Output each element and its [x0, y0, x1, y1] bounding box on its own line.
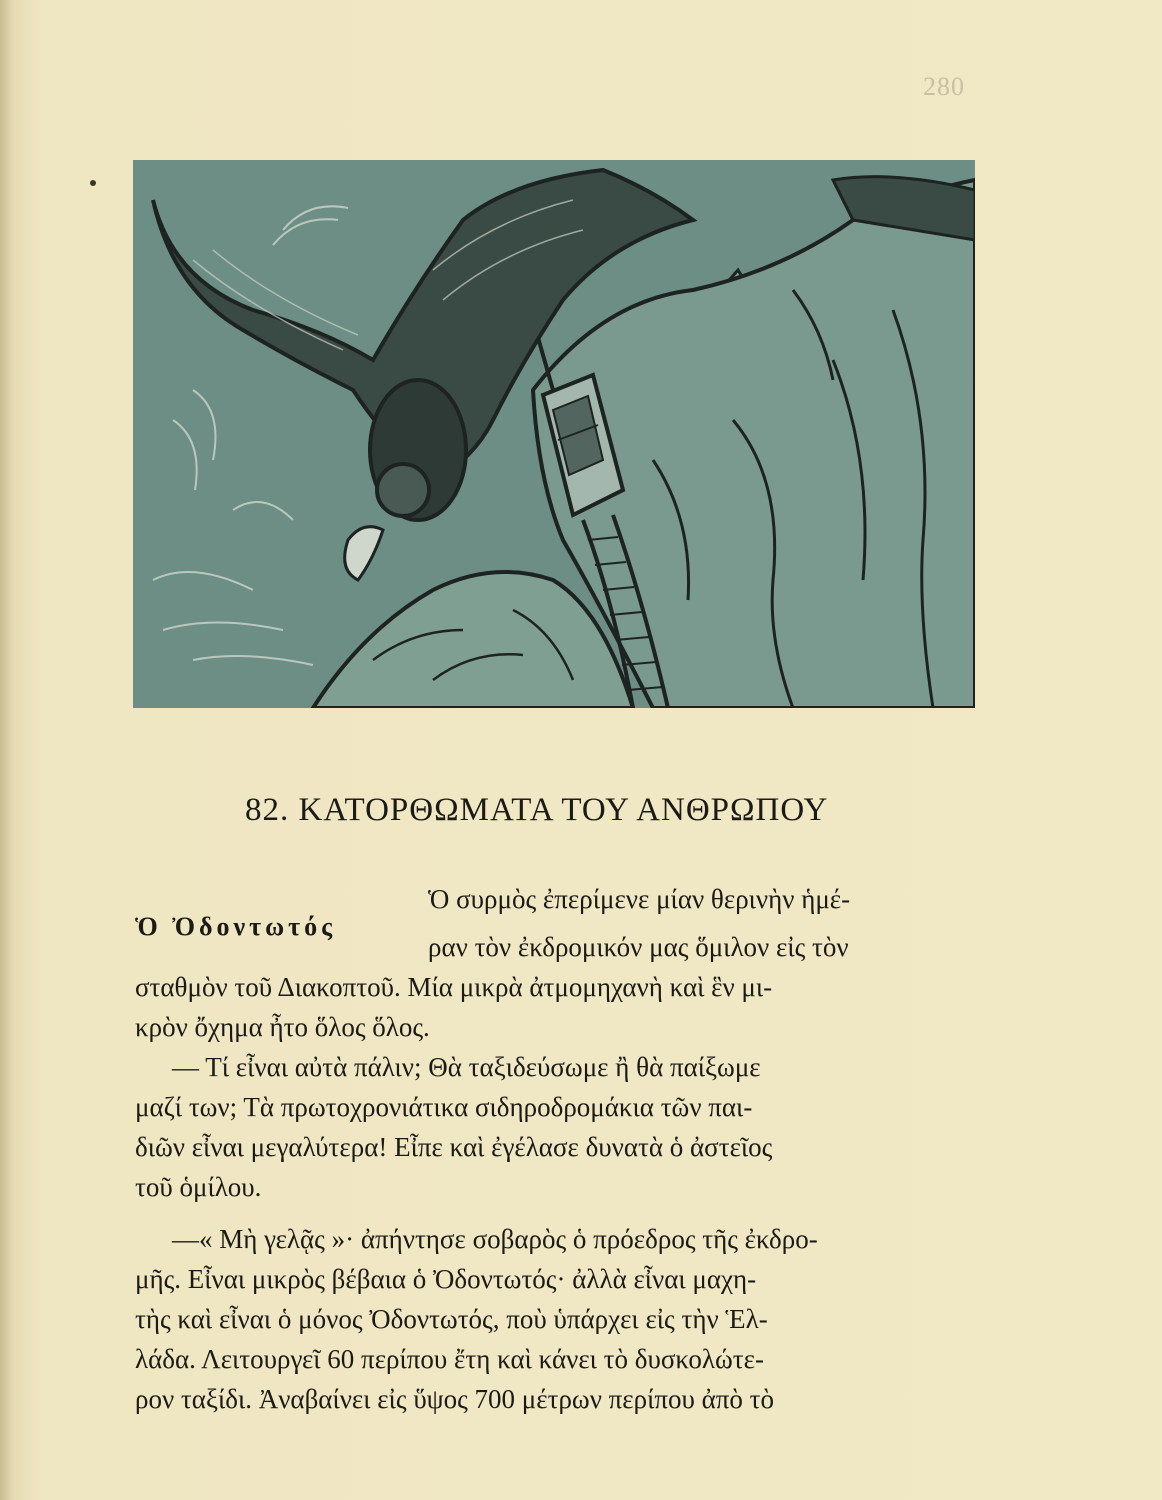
text-line: μῆς. Εἶναι μικρὸς βέβαια ὁ Ὀδοντωτός· ἀλλὰ εἶναι μαχη-	[135, 1264, 757, 1294]
eagle-train-illustration	[133, 160, 975, 708]
text-line: μαζί των; Τὰ πρωτοχρονιάτικα σιδηροδρομάκια τῶν παι-	[135, 1092, 753, 1122]
text-line: ραν τὸν ἐκδρομικόν μας ὅμιλον εἰς τὸν	[428, 932, 849, 962]
text-line: Ὁ συρμὸς ἐπερίμενε μίαν θερινὴν ἡμέ-	[428, 884, 851, 914]
text-line: —« Μὴ γελᾷς »· ἀπήντησε σοβαρὸς ὁ πρόεδρος τῆς ἐκδρο-	[172, 1224, 818, 1254]
text-line: τὴς καὶ εἶναι ὁ μόνος Ὀδοντωτός, ποὺ ὑπάρχει εἰς τὴν Ἑλ-	[135, 1304, 768, 1334]
text-line: διῶν εἶναι μεγαλύτερα! Εἶπε καὶ ἐγέλασε δυνατὰ ὁ ἀστεῖος	[135, 1132, 773, 1162]
ink-dot	[90, 180, 96, 186]
text-line: σταθμὸν τοῦ Διακοπτοῦ. Μία μικρὰ ἀτμομηχανὴ καὶ ἓν μι-	[135, 972, 773, 1002]
page-number: 280	[923, 72, 965, 101]
side-heading: Ὁ Ὀδοντωτός	[135, 912, 337, 941]
chapter-title: 82. ΚΑΤΟΡΘΩΜΑΤΑ ΤΟΥ ΑΝΘΡΩΠΟΥ	[245, 792, 829, 828]
text-line: κρὸν ὄχημα ἦτο ὅλος ὅλος.	[135, 1012, 430, 1042]
text-line: ρον ταξίδι. Ἀναβαίνει εἰς ὕψος 700 μέτρων περίπου ἀπὸ τὸ	[135, 1384, 774, 1414]
illustration-artwork	[133, 160, 975, 708]
text-line: τοῦ ὁμίλου.	[135, 1172, 262, 1202]
text-line: λάδα. Λειτουργεῖ 60 περίπου ἔτη καὶ κάνει τὸ δυσκολώτε-	[135, 1344, 764, 1374]
text-line: — Τί εἶναι αὐτὰ πάλιν; Θὰ ταξιδεύσωμε ἢ θὰ παίξωμε	[172, 1052, 761, 1082]
